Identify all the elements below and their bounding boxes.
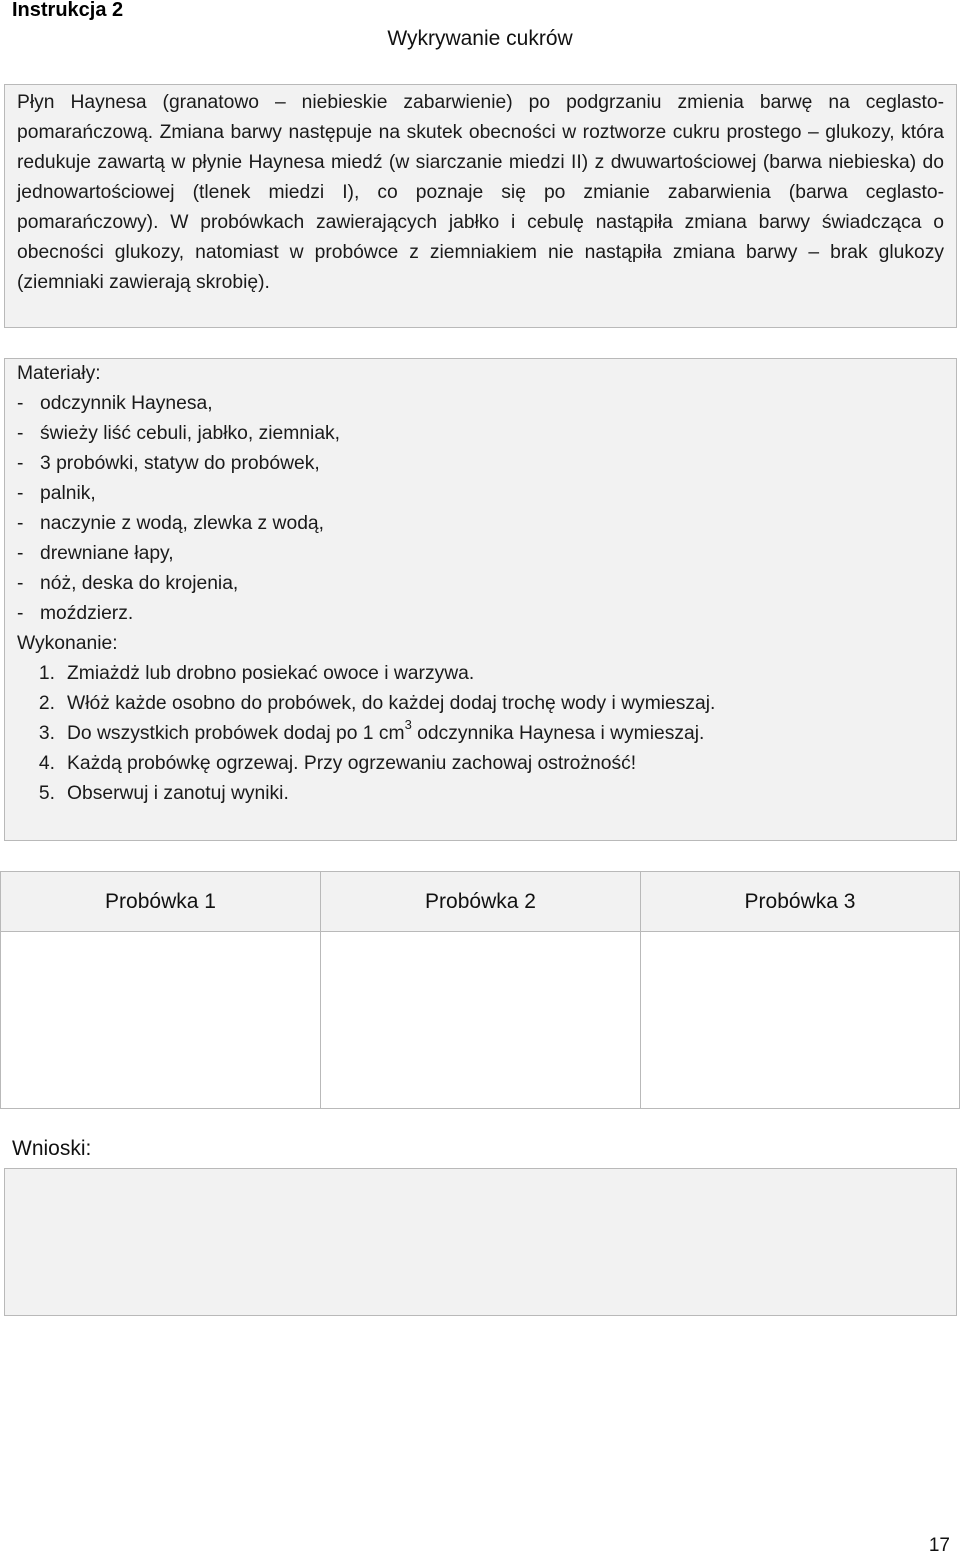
list-bullet: -: [17, 423, 24, 444]
step-text-continued: odczynnika Haynesa i wymieszaj.: [411, 723, 705, 744]
materials-item: [17, 539, 174, 569]
intro-box: [4, 84, 957, 328]
step-text: Włóż każde osobno do probówek, do każdej dodaj trochę wody i wymieszaj.: [67, 693, 716, 714]
list-bullet: -: [17, 573, 24, 594]
materials-item: [17, 419, 340, 449]
materials-item: [17, 569, 238, 599]
step-number: 1.: [38, 663, 55, 684]
list-bullet: -: [17, 543, 24, 564]
materials-item-text: 3 probówki, statyw do probówek,: [40, 453, 320, 474]
materials-item: [17, 509, 324, 539]
materials-item-text: moździerz.: [40, 603, 134, 624]
column-header-tube-1: Probówka 1: [105, 890, 216, 913]
list-bullet: -: [17, 393, 24, 414]
page-number: 17: [928, 1535, 950, 1556]
document-title: Instrukcja 2: [12, 0, 124, 21]
materials-item: [17, 449, 320, 479]
result-cell-tube-3[interactable]: [641, 932, 959, 1108]
step-number: 3.: [38, 723, 55, 744]
results-table: [0, 871, 960, 1109]
materials-item-text: świeży liść cebuli, jabłko, ziemniak,: [40, 423, 341, 444]
step-number: 5.: [38, 783, 55, 804]
column-header-tube-3: Probówka 3: [744, 890, 856, 913]
result-cell-tube-1[interactable]: [1, 932, 320, 1108]
procedure-step: [17, 716, 705, 749]
list-bullet: -: [17, 483, 24, 504]
step-text: Każdą probówkę ogrzewaj. Przy ogrzewaniu zachowaj ostrożność!: [67, 753, 637, 774]
conclusions-label: Wnioski:: [12, 1137, 92, 1160]
materials-item-text: odczynnik Haynesa,: [40, 393, 213, 414]
result-cell-tube-2[interactable]: [321, 932, 640, 1108]
list-bullet: -: [17, 453, 24, 474]
materials-item: [17, 389, 213, 419]
materials-heading: Materiały:: [17, 363, 101, 384]
conclusions-answer-box[interactable]: [4, 1168, 957, 1316]
step-text: Zmiażdż lub drobno posiekać owoce i warzywa.: [67, 663, 475, 684]
procedure-box: [4, 358, 957, 841]
materials-item-text: nóż, deska do krojenia,: [40, 573, 239, 594]
step-text: Do wszystkich probówek dodaj po 1 cm: [67, 723, 405, 744]
materials-item-text: naczynie z wodą, zlewka z wodą,: [40, 513, 325, 534]
list-bullet: -: [17, 603, 24, 624]
procedure-step: [17, 689, 715, 719]
materials-item: [17, 479, 96, 509]
intro-paragraph: Płyn Haynesa (granatowo – niebieskie zabarwienie) po podgrzaniu zmienia barwę na ceglasto-pomarańczową. Zmiana barwy następuje na skutek obecności w roztworze cukru prostego – glukozy, która redukuje zawartą w płynie Haynesa miedź (w siarczanie miedzi II) z dwuwartościowej (barwa niebieska) do jednowartościowej (tlenek miedzi I), co poznaje się po zmianie zabarwienia (barwa ceglasto-pomarańczowy). W probówkach zawierających jabłko i cebulę nastąpiła zmiana barwy świadcząca o obecności glukozy, natomiast w probówce z ziemniakiem nie nastąpiła zmiana barwy – brak glukozy (ziemniaki zawierają skrobię).: [17, 92, 944, 293]
materials-item-text: drewniane łapy,: [40, 543, 174, 564]
list-bullet: -: [17, 513, 24, 534]
procedure-heading: Wykonanie:: [17, 633, 118, 654]
procedure-step: [17, 659, 474, 689]
column-header-tube-2: Probówka 2: [425, 890, 536, 913]
step-superscript: 3: [404, 716, 412, 732]
step-number: 4.: [38, 753, 55, 774]
materials-item: [17, 599, 133, 629]
materials-item-text: palnik,: [40, 483, 96, 504]
procedure-step: [17, 779, 289, 809]
document-subtitle: Wykrywanie cukrów: [387, 27, 573, 50]
step-text: Obserwuj i zanotuj wyniki.: [67, 783, 289, 804]
procedure-step: [17, 749, 636, 779]
step-number: 2.: [38, 693, 55, 714]
